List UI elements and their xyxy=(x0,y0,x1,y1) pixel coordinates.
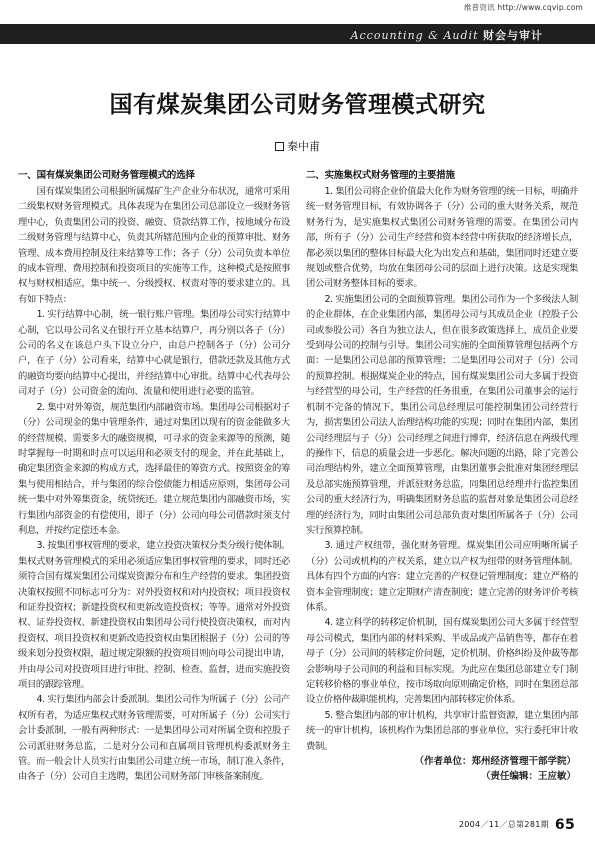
author-box-icon xyxy=(275,142,284,151)
paragraph: 1. 实行结算中心制，统一银行账户管理。集团母公司实行结算中心制，它以母公司名义在银行开立基本结算户，再分别以各子（分）公司的名义在该总户头下设立分户，由总户控制各子（分）公司分户，在子（分）公司看来，结算中心就是银行，借款还款及其他方式的融资均要向结算中心提出，并经结算中心审批。结算中心代表母公司对子（分）公司资金的流向、流量和使用进行必要的监管。 xyxy=(18,309,290,398)
banner-chinese: 财会与审计 xyxy=(483,29,543,42)
author-line xyxy=(0,138,595,154)
paragraph: 3. 通过产权纽带，强化财务管理。煤炭集团公司应明晰所属子（分）公司或机构的产权关系，建立以产权为纽带的财务管理体制。具体有四个方面的内容：建立完善的产权登记管理制度；建立严格的资本金管理制度；建立定期财产清查制度；建立完善的财务评价考核体系。 xyxy=(306,540,578,613)
page-number: 65 xyxy=(554,817,575,833)
issue-info: 2004／11／总第281期 xyxy=(458,820,549,829)
watermark: 维普资讯 http://www.cqvip.com xyxy=(463,3,583,12)
left-column xyxy=(18,168,290,808)
paragraph: 4. 实行集团内部会计委派制。集团公司作为所属子（分）公司产权所有者，为适应集权式财务管理需要，可对所属子（分）公司实行会计委派制，一般有两种形式：一是集团母公司对所属全资和控股子公司派驻财务总监，二是对分公司和直属项目管理机构委派财务主管。而一般会计人员实行由集团公司建立统一市场，制订准入条件，由各子（分）公司自主选聘，集团公司财务部门审核备案制度。 xyxy=(18,694,290,783)
section-heading-2: 二、实施集权式财务管理的主要措施 xyxy=(306,170,455,181)
section-heading-1: 一、国有煤炭集团公司财务管理模式的选择 xyxy=(18,170,195,181)
banner-text xyxy=(351,27,543,43)
paragraph: 3. 按集团事权管理的要求，建立投资决策权分类分级行使体制。集权式财务管理模式的采用必须适应集团事权管理的要求，同时还必须符合国有煤炭集团公司煤炭资源分布和生产经营的要求。集团投资决策权按照不同标志可分为：对外投资权和对内投资权；项目投资权和证券投资权；新建投资权和更新改造投资权；等等。通常对外投资权、证券投资权、新建投资权由集团母公司行使投资决策权，而对内投资权、项目投资权和更新改造投资权由集团根据子（分）公司的等级来划分投资权限，超过规定限额的投资项目则向母公司提出申请，并由母公司对投资项目进行审批、控制、检查、监督，进而实施投资项目的跟踪管理。 xyxy=(18,540,290,690)
right-column xyxy=(306,168,578,808)
paragraph: 4. 建立科学的转移定价机制，国有煤炭集团公司大多属于经营型母公司模式，集团内部的材料采购、半成品或产品销售等，都存在着母子（分）公司间的转移定价问题，定价机制、价格纠纷及仲裁等都会影响母子公司间的利益和目标实现。为此应在集团总部建立专门制定转移价格的事业单位，按市场取向原则确定价格，同时在集团总部设立价格仲裁职能机构，完善集团内部转移定价体系。 xyxy=(306,617,578,706)
paragraph: 2. 实施集团公司的全面预算管理。集团公司作为一个多级法人制的企业群体，在企业集团内部，集团母公司与其成员企业（控股子公司或参股公司）各自为独立法人，但在很多政策选择上，成员企业要受到母公司的控制与引导。集团公司实施的全面预算管理包括两个方面：一是集团公司总部的预算管理；二是集团母公司对子（分）公司的预算控制。根据煤炭企业的特点，国有煤炭集团公司大多属于投资与经营型的母公司，生产经营的任务很重，在集团公司董事会的运行机制不完备的情况下，集团公司总经理层可能控制集团公司经营行为，损害集团公司法人治理结构功能的实现；同时在集团内部，集团公司经理层与子（分）公司经理之间进行博弈，经济信息在两级代理的操作下，信息的质量会进一步恶化。解决问题的出路，除了完善公司治理结构外，建立全面预算管理，由集团董事会批准对集团经理层及总部实施预算管理，并派驻财务总监，同集团总经理并行监控集团公司的重大经济行为，明确集团财务总监的监督对象是集团公司总经理的经济行为，同时由集团公司总部负责对集团所属各子（分）公司实行预算控制。 xyxy=(306,293,578,536)
paragraph: 1. 集团公司将企业价值最大化作为财务管理的统一目标，明确并统一财务管理目标，有效协调各子（分）公司的重大财务关系，规范财务行为，是实施集权式集团公司财务管理的需要。在集团公司内部，所有子（分）公司生产经营和资本经营中所获取的经济增长点，都必须以集团的整体目标最大化为出发点和基础，集团同时还建立要规划或整合优势，均放在集团母公司的层面上进行决策。这是实现集团公司财务整体目标的要求。 xyxy=(306,186,578,290)
section-banner xyxy=(0,24,595,44)
author-affiliation: （作者单位：郑州经济管理干部学院） xyxy=(414,756,576,768)
author-name: 秦中甫 xyxy=(287,140,320,153)
responsible-editor: （责任编辑：王应敏） xyxy=(480,771,576,783)
page-footer xyxy=(459,817,575,833)
article-title: 国有煤炭集团公司财务管理模式研究 xyxy=(109,91,486,118)
paragraph: 5. 整合集团内部的审计机构，共享审计监督资源，建立集团内部统一的审计机构，该机构作为集团总部的事业单位，实行委托审计收费制。 xyxy=(306,709,578,752)
banner-english: Accounting & Audit xyxy=(350,29,479,42)
paragraph: 2. 集中对外筹资，规范集团内部融资市场。集团母公司根据对子（分）公司现金的集中管理条件，通过对集团以现有的资金能做多大的经营规模、需要多大的融资规模，可寻求的资金来源等的预测，随时掌握每一时期和时点可以运用和必须支付的现金，并在此基础上，确定集团资金来源的构成方式，选择最佳的筹资方式。按照资金的筹集与使用相结合，并与集团的综合偿债能力相适应原则，集团母公司统一集中对外筹集资金，统贷统还。建立规范集团内部融资市场，实行集团内部资金的有偿使用，即子（分）公司向母公司借款时须支付利息，并按约定偿还本金。 xyxy=(18,401,290,536)
paragraph: 国有煤炭集团公司根据所属煤矿生产企业分布状况，通常可采用二级集权财务管理模式。具体表现为在集团公司总部设立一级财务管理中心，负责集团公司的投资、融资、贷款结算工作，按地域分布设二级财务管理与结算中心，负责其所辖范围内企业的预算审批、财务管理、成本费用控制及往来结算等工作；各子（分）公司负责本单位的成本管理、费用控制和投资项目的实施等工作，这种模式是按照事权与财权相适应，集中统一、分级授权、权责对等的要求建立的。具有如下特点： xyxy=(18,186,290,305)
